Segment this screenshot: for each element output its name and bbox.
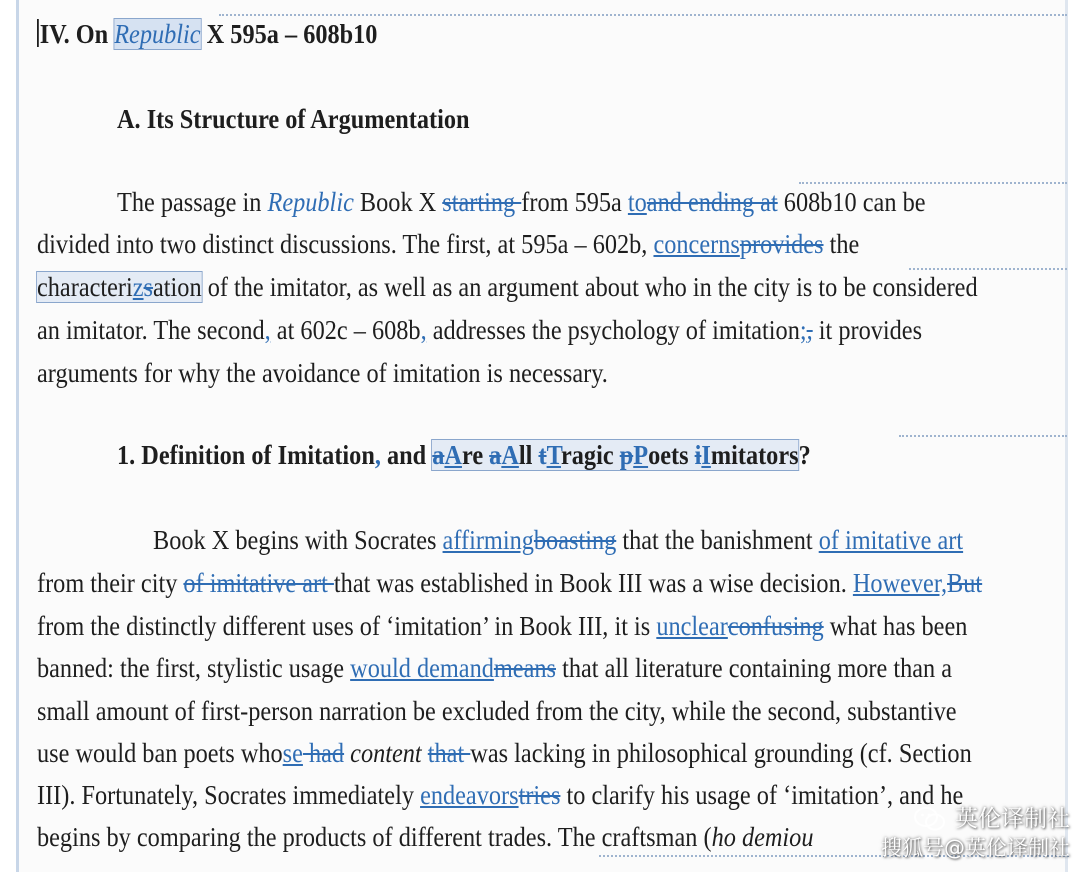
document-page <box>16 0 1068 872</box>
revision-divider <box>899 435 1067 437</box>
deletion: , <box>806 315 813 345</box>
insertion: concerns <box>653 229 740 259</box>
insertion: , <box>264 315 271 345</box>
insertion: z <box>132 272 144 302</box>
paragraph-1-line-4: an imitator. The second, at 602c – 608b, addresses the psychology of imitation;, it provides <box>37 315 923 345</box>
section-heading-iv: IV. On Republic X 595a – 608b10 <box>37 17 377 51</box>
insertion: unclear <box>656 611 728 641</box>
paragraph-2-line-8: begins by comparing the products of different trades. The craftsman (ho demiou <box>37 822 814 852</box>
insertion: endeavors <box>420 780 519 810</box>
watermark-source: 搜狐号@英伦译制社 <box>881 836 1070 860</box>
paragraph-2-line-5: small amount of first-person narration be excluded from the city, while the second, substantive <box>37 696 957 726</box>
watermark <box>881 804 1070 862</box>
deletion: starting <box>442 187 522 217</box>
deletion: means <box>493 653 556 683</box>
deletion: boasting <box>533 525 617 555</box>
insertion: to <box>627 187 647 217</box>
paragraph-2-line-7: III). Fortunately, Socrates immediately endeavorstries to clarify his usage of ‘imitation’, and he <box>37 780 964 810</box>
revision-divider <box>799 182 1067 184</box>
text-cursor <box>37 19 39 47</box>
insertion: ; <box>799 315 807 345</box>
paragraph-2-line-2: from their city of imitative art that was established in Book III was a wise decision. However,But <box>37 568 983 598</box>
revision-divider <box>219 14 1067 16</box>
selected-word[interactable]: characterizsation <box>37 272 202 302</box>
watermark-account: 英伦译制社 <box>955 806 1070 832</box>
deletion: confusing <box>727 611 824 641</box>
insertion: of imitative art <box>818 525 964 555</box>
deletion: and ending at <box>646 187 778 217</box>
deletion: had <box>302 738 345 768</box>
paragraph-2-line-1: Book X begins with Socrates affirmingboasting that the banishment of imitative art <box>153 525 964 555</box>
section-heading-a: A. Its Structure of Argumentation <box>117 104 470 134</box>
deletion: of imitative art <box>183 568 334 598</box>
deletion: s <box>143 272 154 302</box>
paragraph-1-line-3: characterizsation of the imitator, as well as an argument about who in the city is to be considered <box>37 272 978 302</box>
deletion: tries <box>518 780 561 810</box>
deletion: that <box>427 738 471 768</box>
insertion: se <box>282 738 303 768</box>
insertion: However, <box>852 568 948 598</box>
wechat-icon <box>913 806 947 832</box>
paragraph-2-line-3: from the distinctly different uses of ‘imitation’ in Book III, it is unclearconfusing what has been <box>37 611 968 641</box>
subsection-heading-1: 1. Definition of Imitation, and aAre aAll tTragic pPoets iImitators? <box>117 440 811 470</box>
insertion: would demand <box>350 653 494 683</box>
paragraph-1-line-2: divided into two distinct discussions. The first, at 595a – 602b, concernsprovides the <box>37 229 860 259</box>
selected-heading-text[interactable]: aAre aAll tTragic pPoets iImitators <box>432 440 799 470</box>
deletion: provides <box>739 229 824 259</box>
insertion: , <box>374 440 381 470</box>
paragraph-2-line-4: banned: the first, stylistic usage would demandmeans that all literature containing more than a <box>37 653 953 683</box>
insertion: , <box>420 315 427 345</box>
insertion: affirming <box>442 525 534 555</box>
paragraph-1-line-1: The passage in Republic Book X starting from 595a toand ending at 608b10 can be <box>117 187 926 217</box>
paragraph-2-line-6: use would ban poets whose had content that was lacking in philosophical grounding (cf. Section <box>37 738 972 768</box>
selected-republic[interactable]: Republic <box>114 19 201 49</box>
paragraph-1-line-5: arguments for why the avoidance of imitation is necessary. <box>37 358 608 388</box>
deletion: But <box>947 568 983 598</box>
